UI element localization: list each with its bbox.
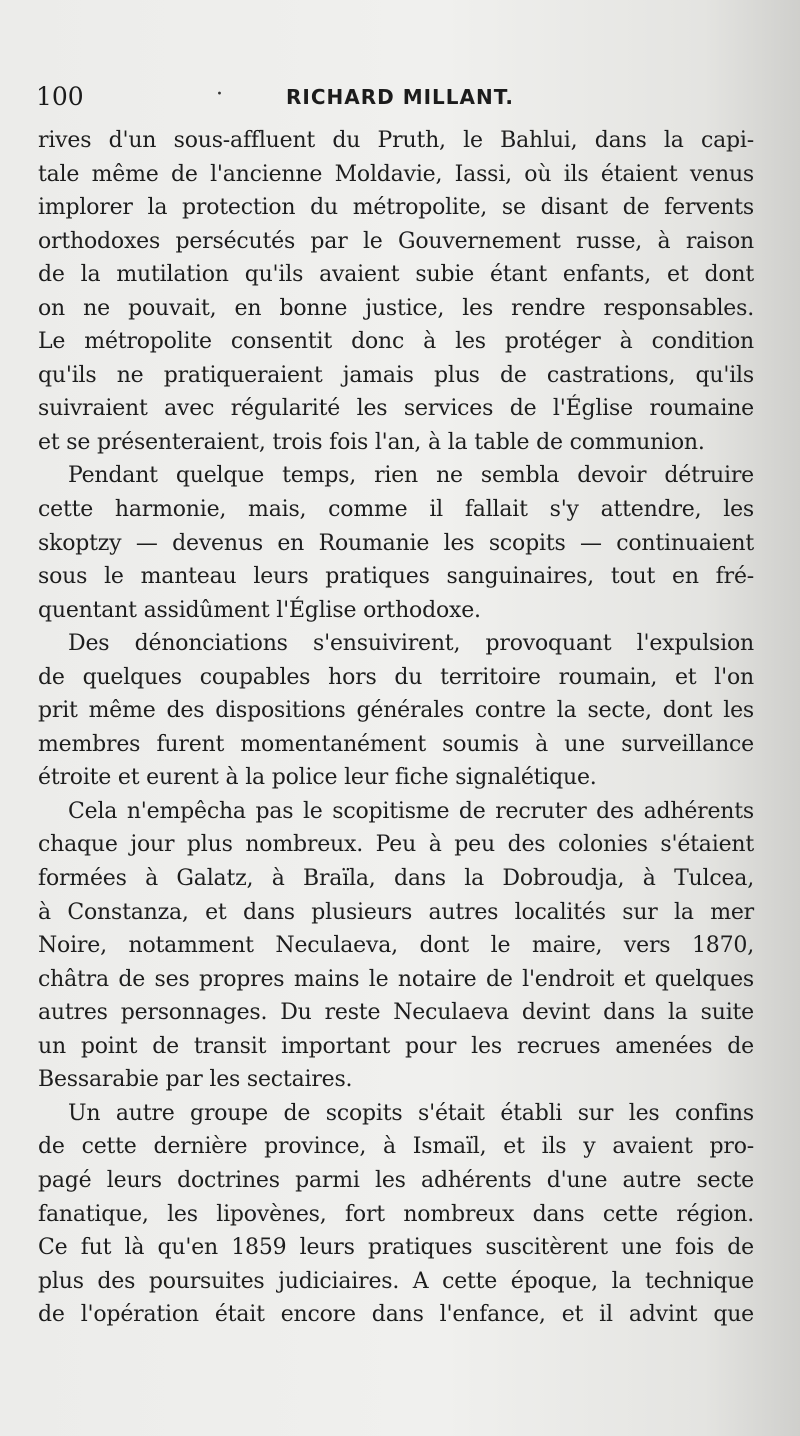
body-text bbox=[38, 124, 754, 1332]
text-line: et se présenteraient, trois fois l'an, à la table de communion. bbox=[38, 429, 705, 455]
text-line: de quelques coupables hors du territoire roumain, et l'on bbox=[38, 664, 754, 690]
text-line: Bessarabie par les sectaires. bbox=[38, 1067, 353, 1093]
text-line: cette harmonie, mais, comme il fallait s'y attendre, les bbox=[38, 497, 754, 523]
text-line: suivraient avec régularité les services de l'Église roumaine bbox=[38, 396, 754, 422]
text-line: un point de transit important pour les recrues amenées de bbox=[38, 1033, 754, 1059]
text-line: implorer la protection du métropolite, se disant de fervents bbox=[38, 195, 754, 221]
text-line: quentant assidûment l'Église orthodoxe. bbox=[38, 597, 481, 623]
text-line: Des dénonciations s'ensuivirent, provoquant l'expulsion bbox=[68, 631, 754, 657]
text-line: Pendant quelque temps, rien ne sembla devoir détruire bbox=[68, 463, 754, 489]
header-separator-dot: · bbox=[216, 82, 223, 107]
text-line: de la mutilation qu'ils avaient subie étant enfants, et dont bbox=[38, 262, 754, 288]
text-line: rives d'un sous-affluent du Pruth, le Bahlui, dans la capi- bbox=[38, 128, 754, 153]
text-line: Le métropolite consentit donc à les protéger à condition bbox=[38, 329, 754, 355]
text-line: fanatique, les lipovènes, fort nombreux dans cette région. bbox=[38, 1201, 754, 1227]
text-line: Cela n'empêcha pas le scopitisme de recruter des adhérents bbox=[68, 798, 754, 824]
text-line: tale même de l'ancienne Moldavie, Iassi, où ils étaient venus bbox=[38, 161, 754, 187]
text-line: étroite et eurent à la police leur fiche signalétique. bbox=[38, 765, 597, 791]
text-line: prit même des dispositions générales contre la secte, dont les bbox=[38, 698, 754, 724]
text-line: Ce fut là qu'en 1859 leurs pratiques suscitèrent une fois de bbox=[38, 1235, 754, 1261]
text-line: qu'ils ne pratiqueraient jamais plus de castrations, qu'ils bbox=[38, 362, 754, 388]
text-line: Un autre groupe de scopits s'était établi sur les confins bbox=[68, 1100, 754, 1126]
page-header bbox=[36, 82, 736, 116]
text-line: de l'opération était encore dans l'enfance, et il advint que bbox=[38, 1302, 754, 1328]
text-line: chaque jour plus nombreux. Peu à peu des colonies s'étaient bbox=[38, 832, 754, 858]
text-line: membres furent momentanément soumis à une surveillance bbox=[38, 731, 754, 757]
text-line: autres personnages. Du reste Neculaeva devint dans la suite bbox=[38, 1000, 754, 1026]
text-line: de cette dernière province, à Ismaïl, et ils y avaient pro- bbox=[38, 1134, 754, 1160]
text-line: à Constanza, et dans plusieurs autres localités sur la mer bbox=[38, 899, 754, 925]
text-line: châtra de ses propres mains le notaire de l'endroit et quelques bbox=[38, 966, 754, 992]
running-head-author: RICHARD MILLANT. bbox=[286, 85, 514, 109]
text-line: skoptzy — devenus en Roumanie les scopits — continuaient bbox=[38, 530, 754, 556]
text-line: formées à Galatz, à Braïla, dans la Dobroudja, à Tulcea, bbox=[38, 866, 754, 892]
text-line: sous le manteau leurs pratiques sanguinaires, tout en fré- bbox=[38, 564, 754, 590]
text-line: pagé leurs doctrines parmi les adhérents d'une autre secte bbox=[38, 1167, 754, 1193]
text-line: orthodoxes persécutés par le Gouvernement russe, à raison bbox=[38, 228, 754, 254]
text-line: plus des poursuites judiciaires. A cette époque, la technique bbox=[38, 1268, 754, 1294]
text-line: Noire, notamment Neculaeva, dont le maire, vers 1870, bbox=[38, 933, 754, 959]
page-number: 100 bbox=[36, 82, 84, 111]
text-line: on ne pouvait, en bonne justice, les rendre responsables. bbox=[38, 295, 754, 321]
